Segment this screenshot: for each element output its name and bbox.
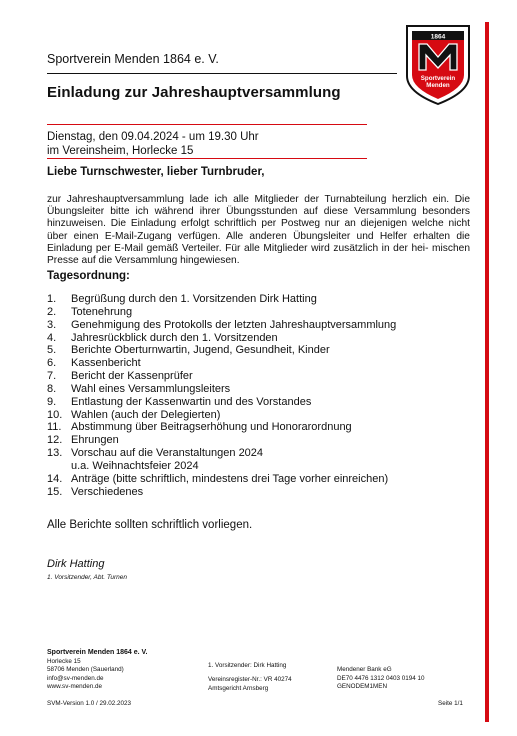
footer-page-number: Seite 1/1 — [438, 700, 463, 707]
footer-register: Vereinsregister-Nr.: VR 40274 — [208, 676, 292, 683]
signature-name: Dirk Hatting — [47, 558, 105, 570]
signature-role: 1. Vorsitzender, Abt. Turnen — [47, 574, 127, 581]
intro-line: zur Jahreshauptversammlung lade ich alle Mitglieder der Turnabteilung herzlich ein. Die — [47, 194, 470, 205]
agenda-text: Genehmigung des Protokolls der letzten Jahreshauptversammlung — [71, 318, 397, 331]
agenda-text: Berichte Oberturnwartin, Jugend, Gesundheit, Kinder — [71, 344, 330, 357]
agenda-title: Tagesordnung: — [47, 270, 130, 282]
agenda-text: Begrüßung durch den 1. Vorsitzenden Dirk Hatting — [71, 293, 317, 305]
title-underline — [47, 124, 367, 125]
agenda-text: Kassenbericht — [71, 357, 141, 370]
agenda-text: Verschiedenes — [71, 485, 144, 498]
red-side-bar — [485, 22, 489, 722]
agenda-number: 15. — [47, 485, 63, 498]
agenda-text: Wahl eines Versammlungsleiters — [71, 382, 231, 395]
agenda-number: 5. — [47, 344, 57, 357]
intro-line: nicht über einen E-Mail-Zugang verfügen. Alle anderen Übungsleiter und Helfer erhalten — [47, 218, 470, 242]
footer-org-name: Sportverein Menden 1864 e. V. — [47, 649, 148, 656]
meeting-date: Dienstag, den 09.04.2024 - um 19.30 Uhr — [47, 131, 259, 143]
agenda-number: 4. — [47, 331, 57, 344]
agenda-number: 1. — [47, 293, 57, 305]
agenda-number: 6. — [47, 357, 57, 370]
header-divider — [47, 73, 397, 74]
footer-city: 58706 Menden (Sauerland) — [47, 666, 124, 673]
agenda-number: 2. — [47, 305, 57, 318]
agenda-number: 12. — [47, 434, 63, 447]
closing-note: Alle Berichte sollten schriftlich vorliegen. — [47, 519, 253, 531]
meta-underline — [47, 158, 367, 159]
footer-street: Horlecke 15 — [47, 657, 81, 665]
agenda-text: Wahlen (auch der Delegierten) — [71, 408, 221, 421]
footer-bic: GENODEM1MEN — [337, 683, 388, 690]
footer-chair: 1. Vorsitzender: Dirk Hatting — [208, 662, 287, 669]
club-logo-icon — [405, 24, 471, 106]
agenda-text: Entlastung der Kassenwartin und des Vorstandes — [71, 395, 312, 408]
agenda-number: 3. — [47, 318, 57, 331]
intro-paragraph — [47, 194, 470, 267]
logo-year: 1864 — [430, 33, 446, 41]
agenda-number: 8. — [47, 382, 57, 395]
footer-court: Amtsgericht Arnsberg — [208, 684, 269, 692]
intro-line: hinzuweisen. Die Einladung erfolgt schriftlich per Postweg nur an diejenigen welche — [47, 218, 444, 230]
agenda-number: 7. — [47, 370, 57, 383]
footer-email: info@sv-menden.de — [47, 674, 104, 682]
agenda-number: 13. — [47, 447, 63, 460]
agenda-number: 14. — [47, 472, 63, 485]
meeting-location: im Vereinsheim, Horlecke 15 — [47, 145, 194, 157]
footer-iban: DE70 4476 1312 0403 0194 10 — [337, 674, 425, 682]
org-header: Sportverein Menden 1864 e. V. — [47, 52, 219, 66]
agenda-number: 11. — [47, 421, 62, 434]
agenda-number: 9. — [47, 395, 57, 408]
agenda-text: Jahresrückblick durch den 1. Vorsitzenden — [71, 331, 278, 344]
agenda-text: Abstimmung über Beitragserhöhung und Honorarordnung — [71, 421, 352, 434]
footer-address-block — [47, 649, 148, 692]
footer-version: SVM-Version 1.0 / 29.02.2023 — [47, 700, 132, 707]
intro-line: Übungsleiter bitte ich während ihrer Übungsstunden auf diese Versammlung besonders — [47, 206, 470, 218]
agenda-text: Vorschau auf die Veranstaltungen 2024 — [71, 447, 264, 460]
footer-bank-block — [337, 666, 425, 692]
logo-line2: Menden — [426, 82, 450, 89]
agenda-text: Ehrungen — [71, 434, 119, 447]
document-title: Einladung zur Jahreshauptversammlung — [47, 84, 341, 101]
agenda-text: Anträge (bitte schriftlich, mindestens drei Tage vorher einreichen) — [71, 472, 389, 485]
greeting: Liebe Turnschwester, lieber Turnbruder, — [47, 166, 265, 178]
footer-web: www.sv-menden.de — [47, 683, 102, 690]
agenda-number: 10. — [47, 408, 63, 421]
agenda-text: Bericht der Kassenprüfer — [71, 370, 193, 383]
intro-line: mischen Presse auf die Versammlung hingewiesen. — [47, 242, 470, 267]
footer-bank: Mendener Bank eG — [337, 666, 392, 673]
intro-line: die Einladung per E-Mail gemäß Verteiler. Für alle Mitglieder wird zusätzlich in der hei- — [47, 230, 470, 254]
agenda-subtext: u.a. Weihnachtsfeier 2024 — [71, 459, 199, 472]
logo-line1: Sportverein — [420, 75, 456, 82]
footer-register-block — [208, 676, 292, 693]
agenda-text: Totenehrung — [71, 305, 133, 318]
